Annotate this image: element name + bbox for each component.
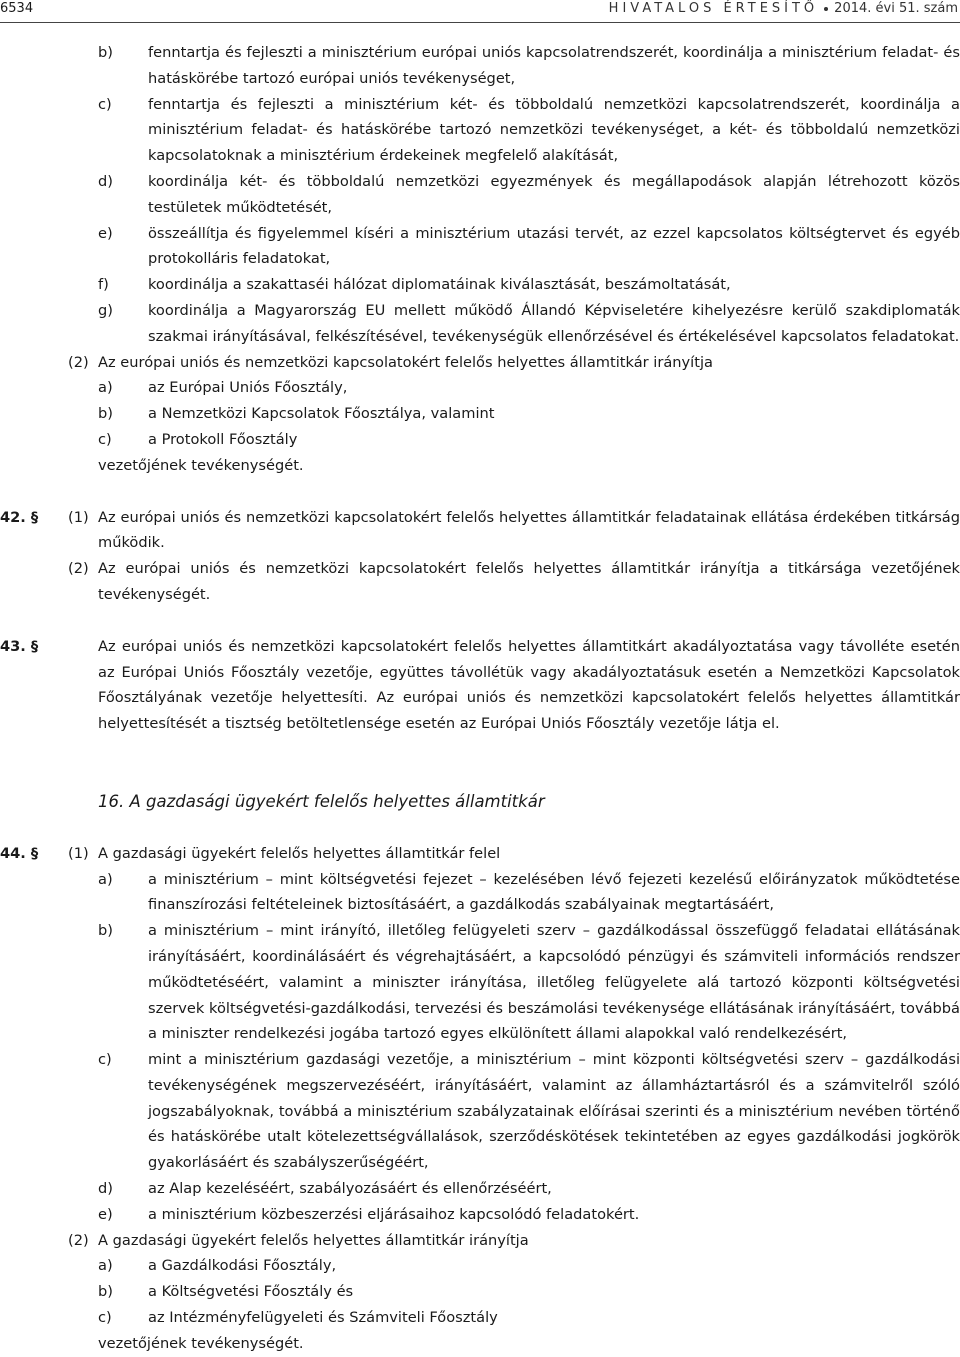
- list-item: f) koordinálja a szakattaséi hálózat diplomatáinak kiválasztását, beszámoltatását,: [98, 276, 731, 294]
- list-item: c) az Intézményfelügyeleti és Számviteli Főosztály: [98, 1309, 498, 1327]
- section-44-para-2: (2) A gazdasági ügyekért felelős helyettes államtitkár irányítja: [68, 1231, 529, 1249]
- list-item: d) az Alap kezeléséért, szabályozásáért és ellenőrzéséért,: [98, 1180, 552, 1198]
- closing-text: vezetőjének tevékenységét.: [98, 1334, 304, 1352]
- list-item: a) a minisztérium – mint költségvetési fejezet – kezelésében lévő fejezeti kezelésű előirányzatok működtetése finanszírozási feltételeinek biztosításáért, a gazdálkodás szabályainak megtartásáért,: [98, 870, 960, 914]
- paragraph: (2) Az európai uniós és nemzetközi kapcsolatokért felelős helyettes államtitkár irányítja: [68, 353, 713, 371]
- issue-number: 2014. évi 51. szám: [834, 1, 958, 16]
- list-item: b) a minisztérium – mint irányító, illetőleg felügyeleti szerv – gazdálkodással összefüggő feladatai ellátásának irányításáért, koordinálásáért és végrehajtásáért, a kapcsolódó pénzügyi és számviteli információs rendszer működtetéséért, valamint a miniszter irányítása, illetőleg felügyelete alá tartozó központi költségvetési szervek költségvetési-gazdálkodási, tervezési és beszámolási tevékenysége ellátásának irányításáért, továbbá a miniszter rendelkezési jogába tartozó egyes elkülönített állami alapokkal való rendelkezésért,: [98, 922, 960, 1043]
- list-item: e) összeállítja és figyelemmel kíséri a minisztérium utazási tervét, az ezzel kapcsolatos költségtervet és egyéb protokolláris feladatokat,: [98, 224, 960, 268]
- list-item: c) mint a minisztérium gazdasági vezetője, a minisztérium – mint központi költségvetési szerv – gazdálkodási tevékenységének megszervezéséért, irányításáért, valamint az államháztartásról és a számvitelről szóló jogszabályoknak, továbbá a minisztérium szabályzatainak előírásai szerinti és a minisztérium nevében történő és hatáskörébe utalt kötelezettségvállalások, szerződéskötések tekintetében az egyes gazdálkodási jogkörök gyakorlásáért és szabályszerűségéért,: [98, 1051, 960, 1172]
- list-item: c) fenntartja és fejleszti a minisztérium két- és többoldalú nemzetközi kapcsolatrendszerét, koordinálja a minisztérium feladat- és hatáskörébe tartozó nemzetközi tevékenységet, a két- és többoldalú nemzetközi kapcsolatoknak a minisztérium érdekeinek megfelelő alakítását,: [98, 95, 960, 165]
- running-header: [0, 0, 960, 22]
- list-item: g) koordinálja a Magyarország EU mellett működő Állandó Képviseletére kihelyezésre kerülő szakdiplomaták szakmai irányításával, felkészítésével, tevékenységük ellenőrzésével és értékelésével kapcsolatos feladatokat.: [98, 301, 960, 345]
- section-42-para-2: (2) Az európai uniós és nemzetközi kapcsolatokért felelős helyettes államtitkár irányítja a titkársága vezetőjének tevékenységét.: [68, 560, 960, 603]
- list-item: c) a Protokoll Főosztály: [98, 430, 298, 448]
- closing-text: vezetőjének tevékenységét.: [98, 456, 304, 474]
- section-number: 44. §: [0, 844, 39, 862]
- section-number: 42. §: [0, 508, 39, 526]
- page-number: 6534: [0, 1, 34, 16]
- chapter-heading: 16. A gazdasági ügyekért felelős helyettes államtitkár: [98, 791, 545, 811]
- list-item: b) fenntartja és fejleszti a minisztérium európai uniós kapcsolatrendszerét, koordinálja a minisztérium feladat- és hatáskörébe tartozó európai uniós tevékenységet,: [98, 44, 960, 87]
- list-item: a) a Gazdálkodási Főosztály,: [98, 1257, 337, 1275]
- list-item: b) a Költségvetési Főosztály és: [98, 1283, 354, 1301]
- header-rule: [0, 22, 960, 23]
- publication-title: HIVATALOS ÉRTESÍTŐ: [608, 1, 819, 16]
- list-item: a) az Európai Uniós Főosztály,: [98, 379, 348, 397]
- list-item: b) a Nemzetközi Kapcsolatok Főosztálya, valamint: [98, 405, 495, 423]
- list-item: e) a minisztérium közbeszerzési eljárásaihoz kapcsolódó feladatokért.: [98, 1205, 640, 1223]
- document-body: [0, 40, 960, 1357]
- bullet-separator-icon: [824, 7, 828, 11]
- section-43: 43. § Az európai uniós és nemzetközi kapcsolatokért felelős helyettes államtitkárt akadályoztatása vagy távolléte esetén az Európai Uniós Főosztály vezetője, együttes távollétük vagy akadályoztatásuk esetén a Nemzetközi Kapcsolatok Főosztályának vezetője helyettesíti. Az európai uniós és nemzetközi kapcsolatokért felelős helyettes államtitkár helyettesítését a tisztség betöltetlensége esetén az Európai Uniós Főosztály vezetője látja el.: [0, 634, 960, 737]
- section-number: 43. §: [0, 637, 39, 655]
- section-42-para-1: 42. § (1) Az európai uniós és nemzetközi kapcsolatokért felelős helyettes államtitkár feladatainak ellátása érdekében titkárság működik.: [0, 505, 960, 557]
- publication-info: [609, 0, 958, 18]
- section-44-para-1: 44. § (1) A gazdasági ügyekért felelős helyettes államtitkár felel: [0, 841, 960, 867]
- list-item: d) koordinálja két- és többoldalú nemzetközi egyezmények és megállapodások alapján létrehozott közös testületek működtetését,: [98, 172, 960, 216]
